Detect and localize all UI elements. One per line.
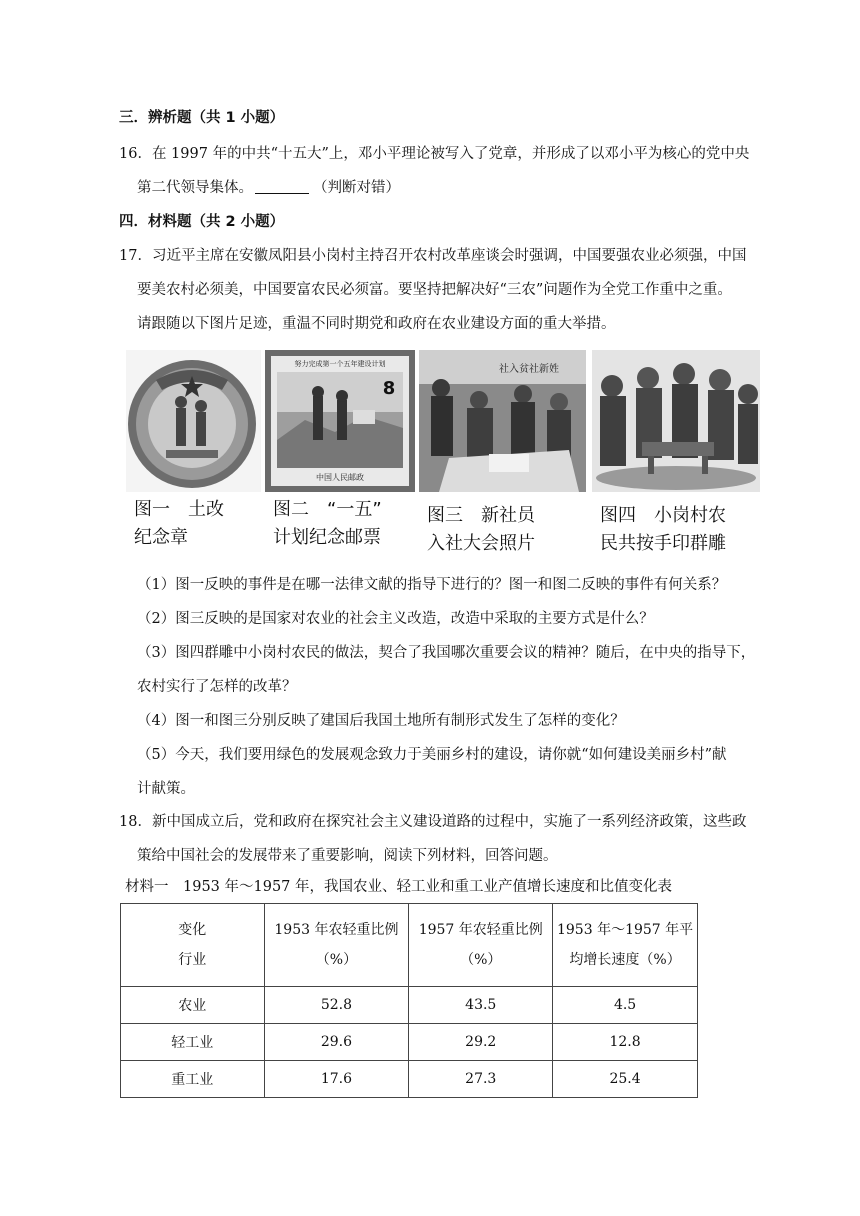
q17-sub-5-line-2: 计献策。	[137, 781, 195, 797]
figure-4-caption	[600, 502, 726, 558]
xiaogang-sculpture-image	[592, 350, 760, 492]
stamp-value: 8	[382, 378, 396, 399]
table-cell: 4.5	[553, 987, 698, 1024]
header-line-2: 行业	[178, 952, 207, 968]
header-line-2: 均增长速度（%）	[569, 952, 681, 968]
header-line-1: 1957 年农轻重比例	[418, 922, 543, 938]
table-cell: 17.6	[264, 1061, 409, 1098]
table-cell: 27.3	[409, 1061, 553, 1098]
q17-sub-3-line-1: （3）图四群雕中小岗村农民的做法，契合了我国哪次重要会议的精神？随后，在中央的指导下，	[137, 645, 756, 661]
header-line-1: 变化	[178, 922, 207, 938]
figure-4	[592, 350, 760, 558]
table-cell: 29.6	[264, 1024, 409, 1061]
table-cell: 52.8	[264, 987, 409, 1024]
q17-sub-5-line-1: （5）今天，我们要用绿色的发展观念致力于美丽乡村的建设，请你就“如何建设美丽乡村”献	[137, 747, 727, 763]
table-cell: 25.4	[553, 1061, 698, 1098]
figure-2	[265, 350, 415, 558]
output-ratio-table	[120, 903, 698, 1098]
table-cell: 12.8	[553, 1024, 698, 1061]
q17-sub-2: （2）图三反映的是国家对农业的社会主义改造，改造中采取的主要方式是什么？	[137, 611, 654, 627]
table-cell: 轻工业	[121, 1024, 265, 1061]
q17-line-3: 请跟随以下图片足迹，重温不同时期党和政府在农业建设方面的重大举措。	[137, 316, 616, 332]
figure-3	[419, 350, 586, 558]
material-1-caption: 材料一 1953 年～1957 年，我国农业、轻工业和重工业产值增长速度和比值变化表	[125, 879, 673, 895]
q16-line-2	[137, 178, 400, 198]
figure-4-caption-line-2: 民共按手印群雕	[600, 533, 726, 554]
figure-3-caption-line-2: 入社大会照片	[427, 533, 535, 554]
header-line-1: 1953 年～1957 年平	[556, 922, 694, 938]
land-reform-badge-image	[126, 350, 261, 492]
figure-3-caption	[427, 502, 535, 558]
table-header-cell	[264, 904, 409, 987]
figure-4-caption-line-1: 图四 小岗村农	[600, 505, 726, 526]
q17-sub-3-line-2: 农村实行了怎样的改革？	[137, 679, 297, 695]
header-line-2: （%）	[460, 952, 502, 968]
stamp-bottom-text: 中国人民邮政	[316, 473, 364, 482]
header-line-2: （%）	[315, 952, 358, 968]
photo-banner-text: 社入贫社新姓	[499, 364, 559, 375]
q18-line-2: 策给中国社会的发展带来了重要影响，阅读下列材料，回答问题。	[137, 848, 558, 864]
q16-line-2-suffix: （判断对错）	[313, 180, 400, 196]
table-header-cell	[121, 904, 265, 987]
cooperative-meeting-photo-image	[419, 350, 586, 492]
table-cell: 农业	[121, 987, 265, 1024]
answer-blank	[255, 179, 309, 194]
figure-strip	[126, 350, 760, 558]
figure-2-caption	[273, 496, 382, 552]
table-row	[121, 987, 698, 1024]
figure-1-caption	[134, 496, 224, 552]
figure-3-caption-line-1: 图三 新社员	[427, 505, 535, 526]
figure-2-caption-line-1: 图二 “一五”	[273, 499, 382, 520]
figure-2-caption-line-2: 计划纪念邮票	[273, 527, 381, 548]
table-header-row	[121, 904, 698, 987]
table-row	[121, 1024, 698, 1061]
table-cell: 重工业	[121, 1061, 265, 1098]
table-row	[121, 1061, 698, 1098]
section-4-heading: 四．材料题（共 2 小题）	[119, 214, 285, 230]
figure-1-caption-line-1: 图一 土改	[134, 499, 224, 520]
table-header-cell	[409, 904, 553, 987]
q17-sub-4: （4）图一和图三分别反映了建国后我国土地所有制形式发生了怎样的变化？	[137, 713, 625, 729]
q16-line-1: 16．在 1997 年的中共“十五大”上，邓小平理论被写入了党章，并形成了以邓小平为核心的党中央	[119, 146, 750, 162]
figure-1-caption-line-2: 纪念章	[134, 527, 188, 548]
figure-1	[126, 350, 261, 558]
five-year-plan-stamp-image	[265, 350, 415, 492]
table-header-cell	[553, 904, 698, 987]
stamp-top-text: 努力完成第一个五年建设计划	[294, 360, 386, 368]
section-3-heading: 三．辨析题（共 1 小题）	[119, 110, 285, 126]
q17-line-1: 17．习近平主席在安徽凤阳县小岗村主持召开农村改革座谈会时强调，中国要强农业必须强，中国	[119, 248, 747, 264]
table-cell: 43.5	[409, 987, 553, 1024]
header-line-1: 1953 年农轻重比例	[274, 922, 399, 938]
q16-line-2-text: 第二代领导集体。	[137, 180, 253, 196]
q17-sub-1: （1）图一反映的事件是在哪一法律文献的指导下进行的？图一和图二反映的事件有何关系？	[137, 577, 727, 593]
q18-line-1: 18．新中国成立后，党和政府在探究社会主义建设道路的过程中，实施了一系列经济政策，这些政	[119, 814, 747, 830]
table-cell: 29.2	[409, 1024, 553, 1061]
q17-line-2: 要美农村必须美，中国要富农民必须富。要坚持把解决好“三农”问题作为全党工作重中之重。	[137, 282, 732, 298]
